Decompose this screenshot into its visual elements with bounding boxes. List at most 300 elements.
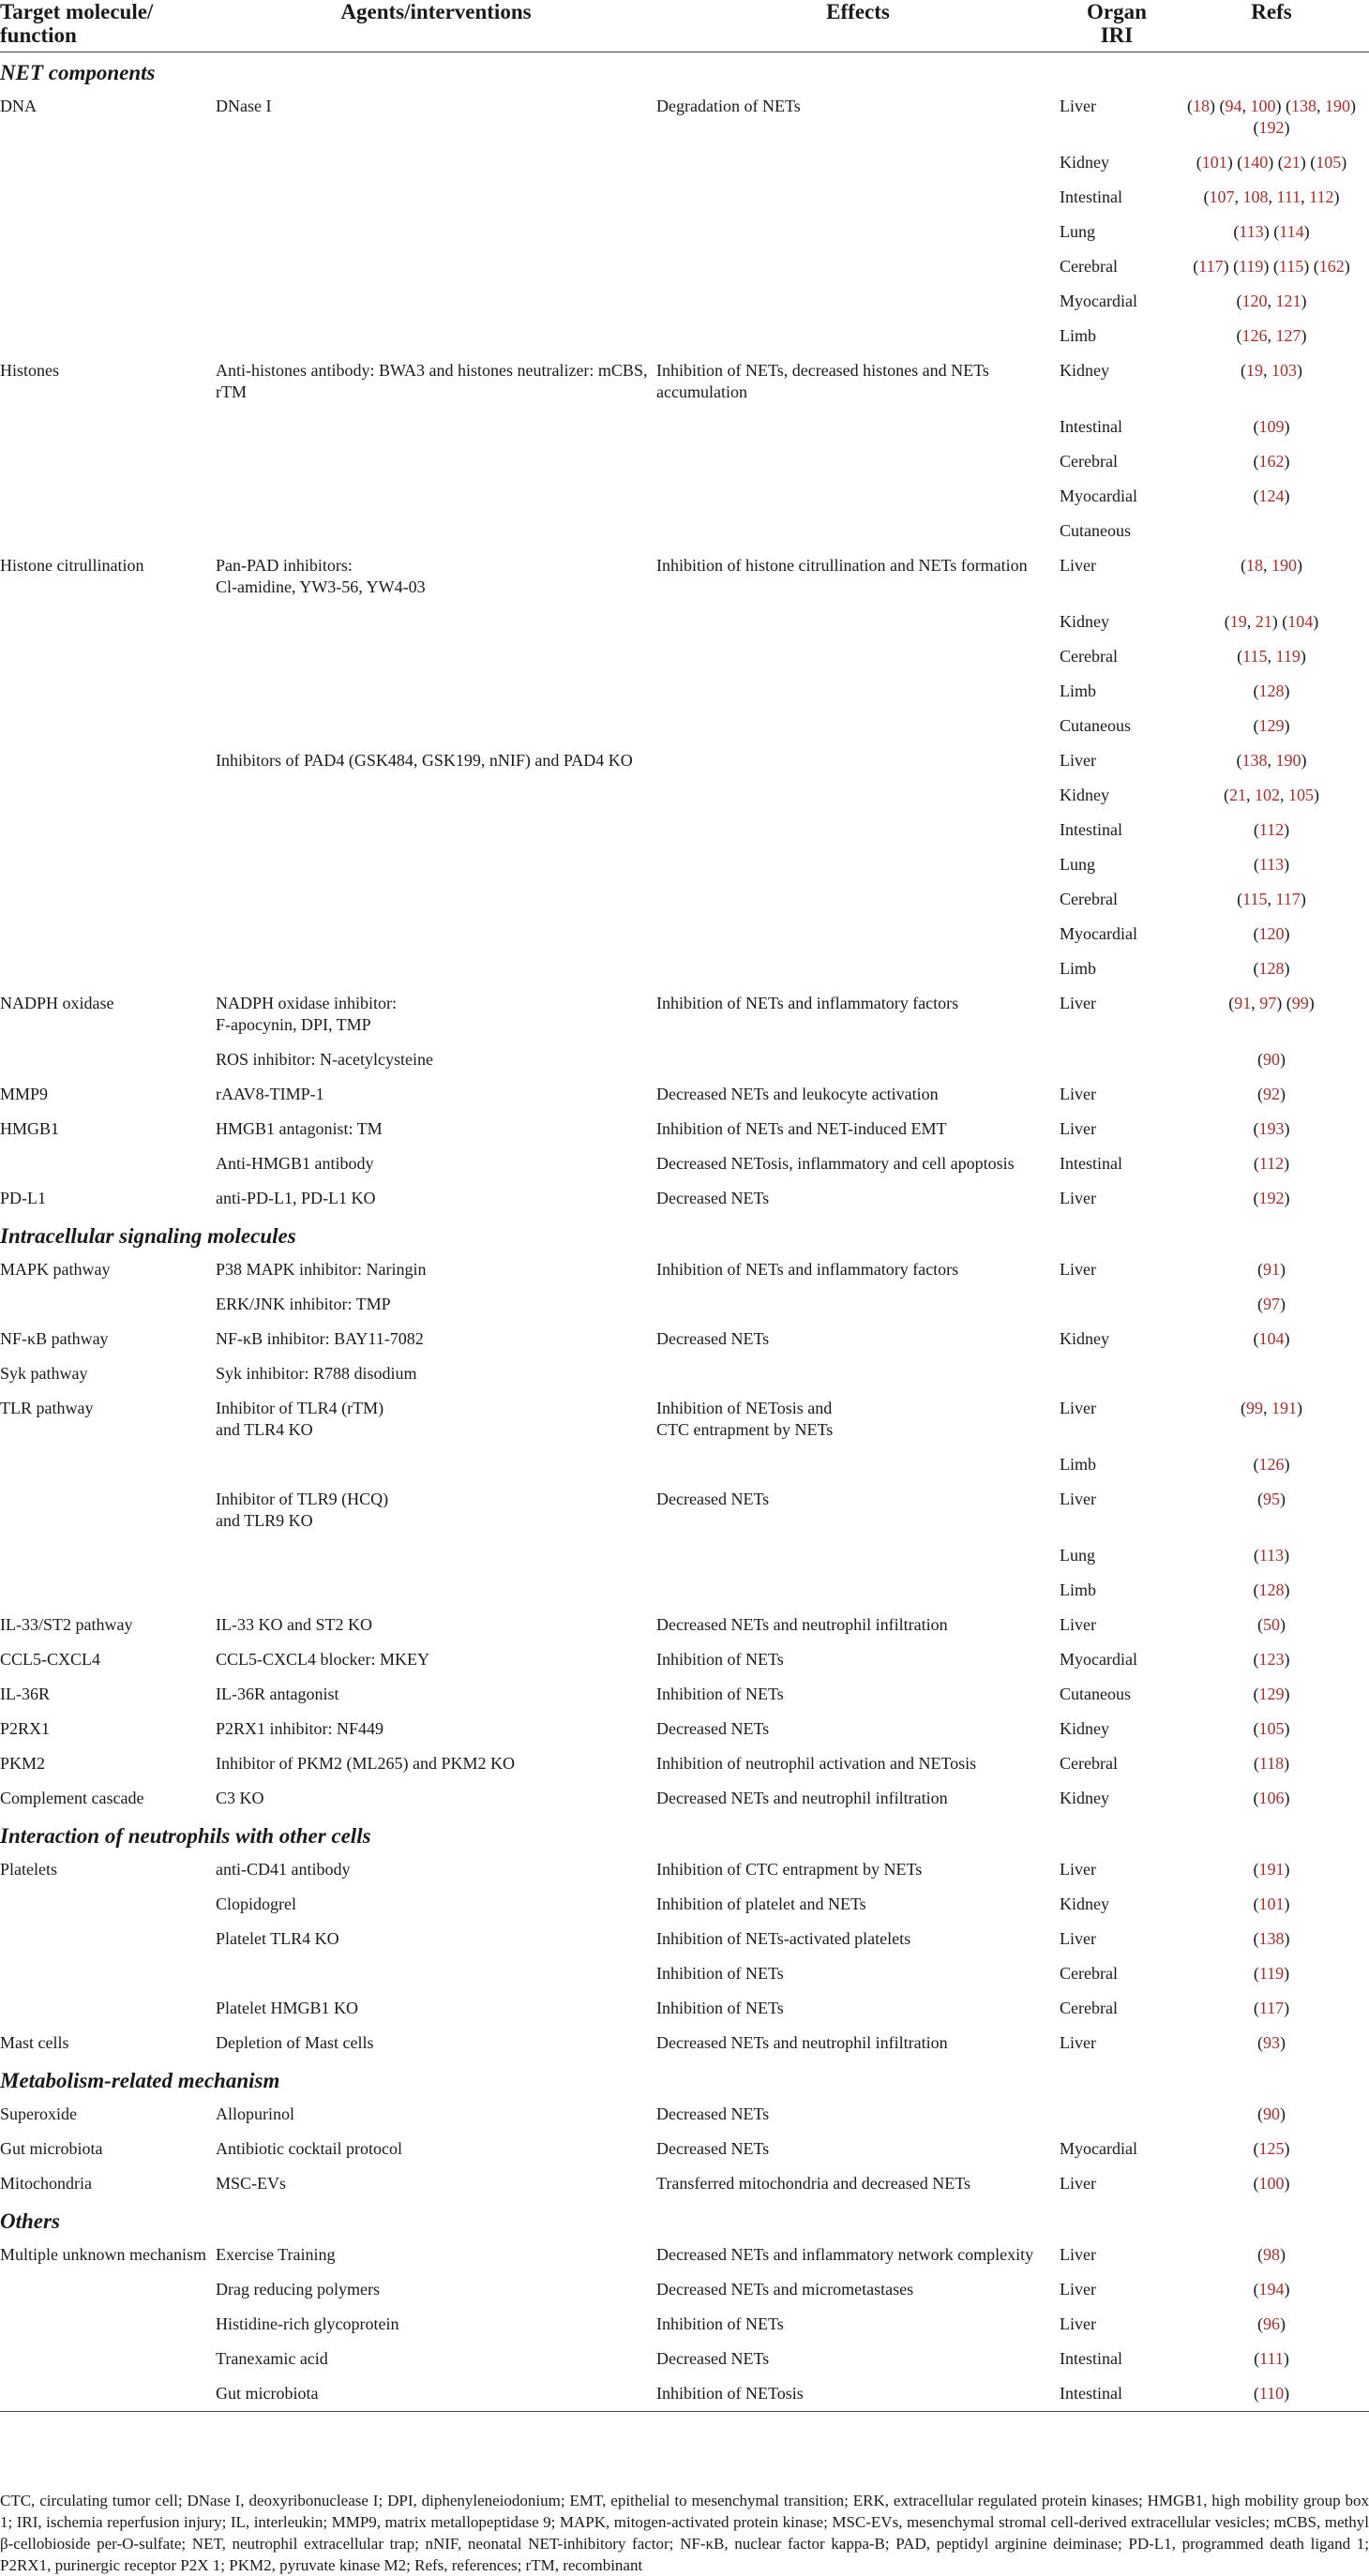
ref-link[interactable]: 118 [1258,1754,1285,1773]
table-row [0,319,1369,353]
agent-cell [216,813,656,847]
target-cell: TLR pathway [0,1399,94,1417]
ref-link[interactable]: 119 [1239,257,1264,276]
target-cell [0,605,216,639]
ref-link[interactable]: 121 [1275,292,1301,310]
target-cell [0,847,216,882]
ref-link[interactable]: 96 [1263,2314,1280,2333]
refs-cell: (113) [1253,1546,1290,1565]
refs-cell: (111) [1254,2349,1289,2368]
effect-cell [656,847,1060,882]
header-target: Target molecule/ function [0,0,216,52]
refs-cell [1174,1356,1369,1391]
effect-cell: Inhibition of platelet and NETs [656,1895,866,1913]
effect-cell: Inhibition of NETs and inflammatory factors [656,994,959,1012]
refs-cell: (110) [1174,2376,1369,2412]
ref-link[interactable]: 128 [1258,681,1285,700]
organ-cell: Cerebral [1060,647,1118,666]
refs-cell: (106) [1253,1789,1290,1807]
organ-cell: Liver [1060,1260,1096,1279]
agent-cell: Inhibitor of TLR4 (rTM) and TLR4 KO [216,1399,384,1439]
effect-cell: Decreased NETs [656,1719,770,1738]
effect-cell [656,180,1060,215]
target-cell: PKM2 [0,1754,46,1773]
agent-cell [216,882,656,917]
refs-cell: (191) [1253,1860,1290,1879]
ref-link[interactable]: 119 [1275,647,1301,666]
organ-cell: Liver [1060,2280,1096,2299]
refs-cell: (101) (140) (21) (105) [1196,153,1347,172]
ref-link[interactable]: 104 [1287,612,1314,631]
refs-cell: (120, 121) [1236,292,1307,310]
organ-cell: Cutaneous [1060,716,1131,735]
ref-link[interactable]: 94 [1225,97,1242,115]
section-header-row [0,1816,1369,1852]
organ-cell [1060,1042,1174,1077]
ref-link[interactable]: 106 [1258,1789,1285,1807]
target-cell [0,479,216,514]
target-cell: NF-κB pathway [0,1329,109,1348]
organ-cell: Cerebral [1060,257,1118,276]
effect-cell [656,479,1060,514]
target-cell [0,1573,216,1608]
agent-cell: ERK/JNK inhibitor: TMP [216,1295,391,1313]
agent-cell: Allopurinol [216,2104,294,2123]
organ-cell: Limb [1060,959,1096,978]
agent-cell: Inhibitor of TLR9 (HCQ) and TLR9 KO [216,1490,389,1530]
refs-cell: (50) [1257,1615,1286,1634]
effect-cell: Decreased NETs [656,1189,770,1207]
table-row [0,1287,1369,1322]
organ-cell: Limb [1060,681,1096,700]
header-agents: Agents/interventions [216,0,656,52]
table-row [0,1112,1369,1146]
refs-cell: (90) [1257,2104,1286,2123]
target-cell [0,778,216,813]
effect-cell: Decreased NETs [656,2349,770,2368]
effect-cell [656,778,1060,813]
ref-link[interactable]: 193 [1258,1119,1285,1138]
refs-cell: (100) [1253,2174,1290,2193]
target-cell [0,709,216,743]
effect-cell: Decreased NETs and neutrophil infiltration [656,1615,948,1634]
target-cell [0,514,216,548]
table-body [0,52,1369,2412]
table-row [0,951,1369,986]
agent-cell: Depletion of Mast cells [216,2033,374,2052]
effect-cell: Decreased NETosis, inflammatory and cell apoptosis [656,1154,1015,1173]
target-cell: Histone citrullination [0,556,144,575]
ref-link[interactable]: 112 [1309,187,1334,206]
ref-link[interactable]: 114 [1279,222,1304,241]
organ-cell: Liver [1060,994,1096,1012]
ref-link[interactable]: 112 [1258,1154,1285,1173]
target-cell: IL-33/ST2 pathway [0,1615,133,1634]
effect-cell [656,444,1060,479]
organ-cell: Myocardial [1060,292,1137,310]
effect-cell [656,410,1060,444]
ref-link[interactable]: 108 [1242,187,1269,206]
target-cell [0,284,216,319]
ref-link[interactable]: 19 [1229,612,1247,631]
effect-cell: Inhibition of histone citrullination and NETs formation [656,556,1028,575]
effect-cell: Inhibition of NETosis [656,2376,1060,2412]
header-effects: Effects [656,0,1060,52]
effect-cell [656,639,1060,674]
table-row [0,709,1369,743]
ref-link[interactable]: 129 [1258,1685,1285,1703]
target-cell [0,1887,216,1922]
ref-link[interactable]: 111 [1276,187,1301,206]
effect-cell [656,813,1060,847]
ref-link[interactable]: 112 [1258,820,1285,839]
ref-link[interactable]: 126 [1241,326,1268,345]
refs-cell: (98) [1257,2245,1286,2264]
ref-link[interactable]: 113 [1258,1546,1285,1565]
agent-cell: Platelet TLR4 KO [216,1929,339,1948]
refs-cell: (113) (114) [1233,222,1310,241]
organ-cell: Intestinal [1060,1154,1122,1173]
ref-link[interactable]: 93 [1263,2033,1280,2052]
refs-cell: (115, 119) [1237,647,1306,666]
agent-cell: Exercise Training [216,2245,336,2264]
refs-cell: (101) [1253,1895,1290,1913]
ref-link[interactable]: 102 [1255,786,1280,804]
agent-cell [216,917,656,951]
effect-cell: Inhibition of NETs and NET-induced EMT [656,1119,947,1138]
ref-link[interactable]: 90 [1263,1050,1280,1069]
ref-link[interactable]: 95 [1263,1490,1280,1508]
target-cell: Superoxide [0,2104,77,2123]
table-row [0,1746,1369,1781]
table-row [0,1642,1369,1677]
ref-link[interactable]: 97 [1259,994,1277,1012]
ref-link[interactable]: 19 [1246,361,1263,380]
organ-cell: Lung [1060,855,1095,874]
ref-link[interactable]: 100 [1258,2174,1285,2193]
effect-cell [656,1042,1060,1077]
refs-cell: (123) [1253,1650,1290,1669]
table-row [0,2026,1369,2060]
ref-link[interactable]: 162 [1258,452,1285,471]
ref-link[interactable]: 101 [1201,153,1227,172]
target-cell [0,639,216,674]
effect-cell: Inhibition of NETs [656,1999,784,2017]
target-cell [0,674,216,709]
organ-cell: Intestinal [1060,187,1122,206]
table-row [0,2272,1369,2307]
refs-cell: (104) [1253,1329,1290,1348]
ref-link[interactable]: 105 [1258,1719,1285,1738]
ref-link[interactable]: 129 [1258,716,1285,735]
agent-cell: HMGB1 antagonist: TM [216,1119,383,1138]
ref-link[interactable]: 103 [1271,361,1297,380]
effect-cell: Inhibition of NETs, decreased histones and NETs accumulation [656,361,989,401]
table-row [0,1852,1369,1887]
effect-cell: Decreased NETs and micrometastases [656,2280,914,2299]
table-row [0,917,1369,951]
refs-cell: (193) [1253,1119,1290,1138]
effect-cell [656,1356,1060,1391]
ref-link[interactable]: 138 [1241,751,1268,770]
ref-link[interactable]: 21 [1283,153,1301,172]
effect-cell: Inhibition of CTC entrapment by NETs [656,1860,923,1879]
table-row [0,1538,1369,1573]
organ-cell: Liver [1060,1085,1096,1103]
agent-cell: ROS inhibitor: N-acetylcysteine [216,1050,433,1069]
ref-link[interactable]: 138 [1291,97,1316,115]
agent-cell: Anti-histones antibody: BWA3 and histones neutralizer: mCBS, rTM [216,361,648,401]
table-row [0,674,1369,709]
target-cell [0,1991,216,2026]
target-cell: MAPK pathway [0,1260,111,1279]
target-cell [0,882,216,917]
table-row [0,1922,1369,1956]
ref-link[interactable]: 191 [1271,1399,1297,1417]
header-organ: Organ IRI [1060,0,1174,52]
agent-cell [216,145,656,180]
effect-cell [656,709,1060,743]
target-cell [0,1146,216,1181]
organ-cell: Limb [1060,1455,1096,1474]
refs-cell: (21, 102, 105) [1224,786,1319,804]
agent-cell [216,605,656,639]
agent-cell [216,1538,656,1573]
ref-link[interactable]: 18 [1246,556,1263,575]
refs-cell: (97) [1257,1295,1286,1313]
section-title: Others [0,2209,60,2233]
table-row [0,1887,1369,1922]
ref-link[interactable]: 101 [1258,1895,1285,1913]
ref-link[interactable]: 190 [1271,556,1297,575]
ref-link[interactable]: 117 [1198,257,1224,276]
effect-cell [656,145,1060,180]
ref-link[interactable]: 98 [1263,2245,1280,2264]
table-row [0,1956,1369,1991]
effect-cell: Transferred mitochondria and decreased NETs [656,2174,970,2193]
ref-link[interactable]: 128 [1258,959,1285,978]
ref-link[interactable]: 113 [1258,855,1285,874]
organ-cell: Lung [1060,1546,1095,1565]
organ-cell: Kidney [1060,1329,1109,1348]
ref-link[interactable]: 100 [1250,97,1276,115]
effect-cell [656,674,1060,709]
refs-cell: (194) [1253,2280,1290,2299]
refs-cell: (19, 21) (104) [1224,612,1319,631]
organ-cell: Liver [1060,1615,1096,1634]
ref-link[interactable]: 138 [1258,1929,1285,1948]
ref-link[interactable]: 110 [1258,2384,1285,2403]
ref-link[interactable]: 107 [1209,187,1235,206]
organ-cell: Lung [1060,222,1095,241]
target-cell: Gut microbiota [0,2139,103,2158]
agent-cell: P38 MAPK inhibitor: Naringin [216,1260,427,1279]
table-row [0,1077,1369,1112]
agent-cell: Inhibitor of PKM2 (ML265) and PKM2 KO [216,1754,515,1773]
target-cell [0,1538,216,1573]
ref-link[interactable]: 111 [1259,2349,1284,2368]
effect-cell: Decreased NETs and neutrophil infiltration [656,1789,948,1807]
ref-link[interactable]: 125 [1258,2139,1285,2158]
ref-link[interactable]: 115 [1278,257,1304,276]
agent-cell: NF-κB inhibitor: BAY11-7082 [216,1329,424,1348]
target-cell: DNA [0,97,37,115]
target-cell [0,1956,216,1991]
ref-link[interactable]: 105 [1288,786,1314,804]
refs-cell: (118) [1253,1754,1290,1773]
ref-link[interactable]: 162 [1318,257,1345,276]
ref-link[interactable]: 21 [1229,786,1246,804]
refs-cell: (91, 97) (99) [1228,994,1315,1012]
ref-link[interactable]: 91 [1234,994,1252,1012]
target-cell: Platelets [0,1860,57,1879]
agent-cell: Platelet HMGB1 KO [216,1999,358,2017]
ref-link[interactable]: 124 [1258,487,1285,505]
ref-link[interactable]: 99 [1291,994,1309,1012]
organ-cell [1060,2097,1174,2132]
ref-link[interactable]: 105 [1316,153,1342,172]
refs-cell: (18) (94, 100) (138, 190) (192) [1187,97,1356,137]
agent-cell: anti-PD-L1, PD-L1 KO [216,1189,376,1207]
ref-link[interactable]: 120 [1241,292,1268,310]
effect-cell: Decreased NETs and leukocyte activation [656,1085,939,1103]
refs-cell: (125) [1253,2139,1290,2158]
table-row [0,1991,1369,2026]
effect-cell [656,1538,1060,1573]
target-cell [0,917,216,951]
target-cell: Mitochondria [0,2174,92,2193]
refs-cell: (91) [1257,1260,1286,1279]
table-row [0,2376,1369,2412]
organ-cell: Intestinal [1060,2376,1174,2412]
agent-cell: Inhibitors of PAD4 (GSK484, GSK199, nNIF) and PAD4 KO [216,751,633,770]
agent-cell: anti-CD41 antibody [216,1860,351,1879]
target-cell: PD-L1 [0,1189,46,1207]
ref-link[interactable]: 140 [1242,153,1269,172]
ref-link[interactable]: 18 [1193,97,1210,115]
ref-link[interactable]: 190 [1325,97,1350,115]
effect-cell [656,605,1060,639]
effect-cell [656,319,1060,353]
refs-cell: (128) [1253,1580,1290,1599]
target-cell [0,1482,216,1538]
ref-link[interactable]: 104 [1258,1329,1285,1348]
ref-link[interactable]: 115 [1242,890,1268,908]
agent-cell: Clopidogrel [216,1895,296,1913]
ref-link[interactable]: 127 [1275,326,1301,345]
refs-cell: (112) [1253,820,1290,839]
organ-cell: Intestinal [1060,417,1122,436]
agent-cell: C3 KO [216,1789,264,1807]
effect-cell: Inhibition of NETs [656,1650,784,1669]
target-cell [0,410,216,444]
effect-cell: Inhibition of NETs [656,1964,784,1983]
table-row [0,813,1369,847]
ref-link[interactable]: 192 [1258,1189,1285,1207]
effect-cell [656,1447,1060,1482]
refs-cell: (19, 103) [1241,361,1302,380]
section-header-row [0,52,1369,90]
refs-cell: (162) [1253,452,1290,471]
table-row [0,1042,1369,1077]
ref-link[interactable]: 50 [1263,1615,1280,1634]
ref-link[interactable]: 21 [1255,612,1272,631]
organ-cell: Liver [1060,1929,1096,1948]
ref-link[interactable]: 90 [1263,2104,1280,2123]
effect-cell [656,951,1060,986]
table-row [0,1322,1369,1356]
effect-cell: Decreased NETs and neutrophil infiltration [656,2033,948,2052]
organ-cell: Cutaneous [1060,521,1131,540]
agent-cell [216,479,656,514]
ref-link[interactable]: 119 [1258,1964,1285,1983]
table-row [0,882,1369,917]
ref-link[interactable]: 117 [1275,890,1301,908]
agent-cell [216,444,656,479]
effect-cell [656,284,1060,319]
ref-link[interactable]: 120 [1258,924,1285,943]
effect-cell [656,215,1060,249]
refs-cell: (117) [1253,1999,1290,2017]
target-cell [0,249,216,284]
ref-link[interactable]: 99 [1246,1399,1263,1417]
ref-link[interactable]: 92 [1263,1085,1280,1103]
table-row [0,1712,1369,1746]
ref-link[interactable]: 117 [1258,1999,1285,2017]
ref-link[interactable]: 194 [1258,2280,1285,2299]
refs-cell: (126, 127) [1236,326,1307,345]
organ-cell: Kidney [1060,153,1109,172]
agent-cell [216,674,656,709]
table-row [0,2097,1369,2132]
section-title: Interaction of neutrophils with other cells [0,1824,371,1848]
effect-cell: Inhibition of NETosis and CTC entrapment by NETs [656,1399,834,1439]
target-cell: MMP9 [0,1085,49,1103]
ref-link[interactable]: 115 [1242,647,1268,666]
table-row [0,1447,1369,1482]
ref-link[interactable]: 128 [1258,1580,1285,1599]
target-cell [0,145,216,180]
table-header-row [0,0,1369,52]
organ-cell: Kidney [1060,786,1109,804]
agent-cell: Syk inhibitor: R788 disodium [216,1364,417,1383]
ref-link[interactable]: 126 [1258,1455,1285,1474]
ref-link[interactable]: 91 [1263,1260,1280,1279]
target-cell [0,215,216,249]
ref-link[interactable]: 113 [1239,222,1264,241]
ref-link[interactable]: 190 [1275,751,1301,770]
organ-cell: Liver [1060,2033,1096,2052]
effect-cell: Inhibition of NETs [656,2314,784,2333]
agent-cell: MSC-EVs [216,2174,287,2193]
effect-cell [656,249,1060,284]
ref-link[interactable]: 97 [1263,1295,1280,1313]
ref-link[interactable]: 123 [1258,1650,1285,1669]
target-cell: Multiple unknown mechanism [0,2245,206,2264]
ref-link[interactable]: 109 [1258,417,1285,436]
table-row [0,639,1369,674]
refs-cell: (124) [1253,487,1290,505]
ref-link[interactable]: 191 [1258,1860,1285,1879]
ref-link[interactable]: 192 [1258,118,1285,137]
refs-cell: (93) [1257,2033,1286,2052]
organ-cell: Liver [1060,2245,1096,2264]
organ-cell: Cerebral [1060,1754,1118,1773]
section-title: NET components [0,61,156,84]
agent-cell [216,778,656,813]
agent-cell [216,847,656,882]
agent-cell [216,284,656,319]
